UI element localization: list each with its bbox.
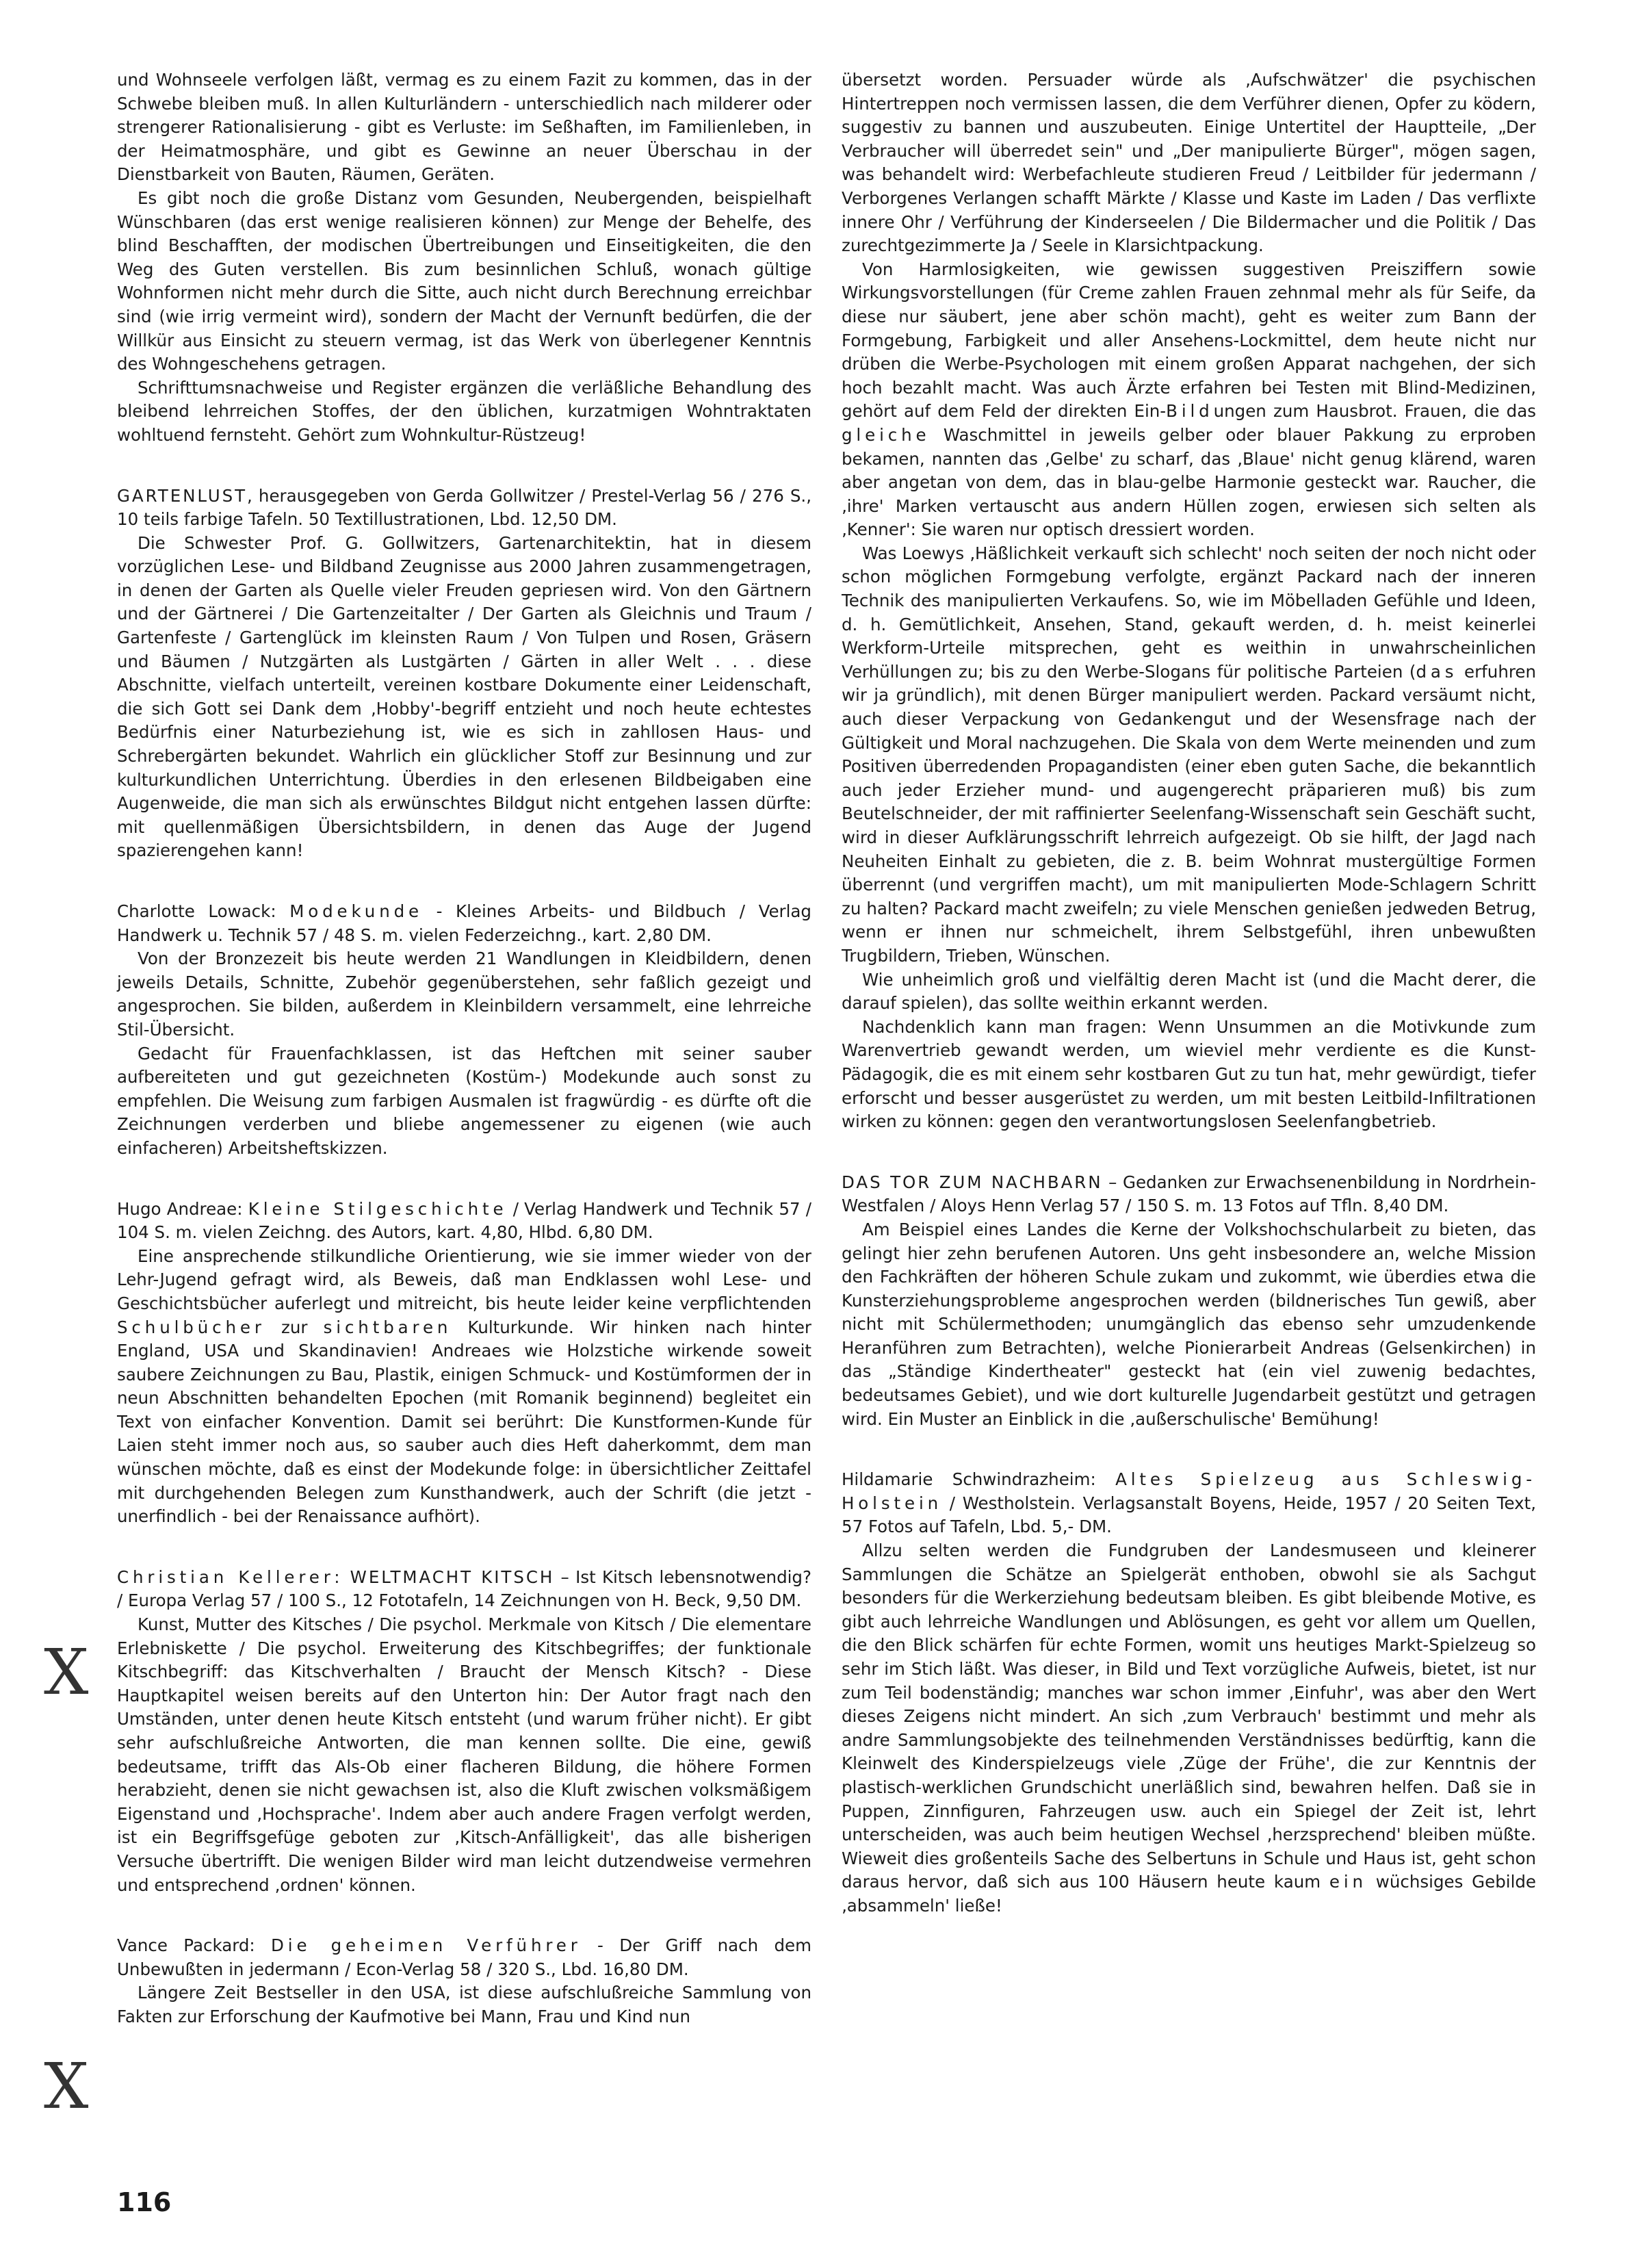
left-column — [117, 68, 811, 2029]
emphasis: gleiche — [842, 424, 931, 445]
review-body: Am Beispiel eines Landes die Kerne der Volkshochschularbeit zu bieten, das gelingt hier zehn berufenen Autoren. Uns geht insbesondere an, welche Mission den Fachkräften der höheren Schule zukam und zukommt, wie überdies etwa die Kunsterziehungsprobleme angesprochen werden (bildnerisches Tun gewiß, aber nicht mit Schülermethoden; unumgänglich das ebenso sehr umzudenkende Heranführen zum Betrachten), welche Pionierarbeit Andreas (Gelsenkirchen) in das „Ständige Kindertheater" gesteckt hat (ein viel zuwenig bedachtes, bedeutsames Gebiet), und wie dort kulturelle Jugendarbeit gestützt und getragen wird. Ein Muster an Einblick in die ‚außerschulische' Bemühung! — [842, 1219, 1536, 1429]
right-column — [842, 68, 1536, 1918]
text-run: Allzu selten werden die Fundgruben der Landesmuseen und kleinerer Sammlungen die Schätze an Spielgerät enthoben, obwohl sie als Sachgut besonders für die Werkerziehung bedeutsam bleiben. Es gibt bleibende Motive, es gibt auch lehrreiche Wandlungen und Ablösungen, es geht vor allem um Quellen, die den Blick schärfen für echte Formen, womit uns heutiges Markt-Spielzeug so sehr im Stich läßt. Was dieser, in Bild und Text vorzügliche Aufweis, bietet, ist nur zum Teil bodenständig; manches war schon immer ‚Einfuhr', was aber den Wert dieses Zeigens nicht mindert. An sich ‚zum Verbrauch' bestimmt und mehr als andre Sammlungsobjekte des teilnehmenden Verständnisses bedürftig, kann die Kleinwelt des Kinderspielzeugs viele ‚Züge der Frühe', die zur Kenntnis der plastisch-werklichen Grundschicht unerläßlich sind, bewahren helfen. Daß sie in Puppen, Zinnfiguren, Fahrzeugen usw. auch ein Spiegel der Zeit ist, lehrt unterscheiden, was auch beim heutigen Wechsel ‚herzsprechend' bleiben müßte. Wieweit dies großenteils Sache des Selbertuns in Schule und Haus ist, geht schon daraus hervor, daß sich aus 100 Häusern heute kaum — [842, 1541, 1536, 1892]
author-name: Christian Kellerer: — [117, 1567, 344, 1587]
handwritten-mark-x: X — [44, 2050, 89, 2123]
paragraph — [842, 542, 1536, 968]
bibliographic-info: - Der Griff nach dem Unbewußten in jedermann / Econ-Verlag 58 / 320 S., Lbd. 16,80 DM. — [117, 1935, 811, 1979]
review-heading-spielzeug — [842, 1468, 1536, 1539]
review-heading-kitsch — [117, 1566, 811, 1613]
book-title: Die geheimen Verführer — [271, 1935, 582, 1956]
book-title: Kleine Stilgeschichte — [248, 1198, 508, 1219]
review-body: Gedacht für Frauenfachklassen, ist das Heftchen mit seiner sauber aufbereiteten und gut gezeichneten (Kostüm-) Modekunde auch sonst zu empfehlen. Die Weisung zum farbigen Ausmalen ist fragwürdig - es dürfte oft die Zeichnungen verderben und bliebe angemessener zu eigenen (wie auch einfacheren) Arbeitsheftskizzen. — [117, 1043, 811, 1158]
author-name: Charlotte Lowack: — [117, 901, 276, 921]
paragraph: und Wohnseele verfolgen läßt, vermag es zu einem Fazit zu kommen, das in der Schwebe bleiben muß. In allen Kulturländern - unterschiedlich nach milderer oder strengerer Rationalisierung - gibt es Verluste: im Seßhaften, im Familienleben, in der Heimatmosphäre, und gibt es Gewinne an neuer Überschau in der Dienstbarkeit von Bauten, Räumen, Geräten. — [117, 70, 811, 185]
text-run: Kulturkunde. Wir hinken nach hinter England, USA und Skandinavien! Andreaes wie Holzstiche wirkende soweit saubere Zeichnungen zu Bau, Plastik, einigen Schmuck- und Kostümformen der in neun Abschnitten behandelten Epochen (mit Romanik beginnend) begleitet ein Text von einfacher Konvention. Damit sei berührt: Die Kunstformen-Kunde für Laien steht immer noch aus, so sauber auch dies Heft daherkommt, dem man wünschen möchte, daß es einst der Modekunde folge: in übersichtlicher Zeittafel mit durchgehenden Belegen zum Kunsthandwerk, auch der Schrift (die jetzt - unerfindlich - bei der Renaissance aufhört). — [117, 1317, 811, 1527]
paragraph: Wie unheimlich groß und vielfältig deren Macht ist (und die Macht derer, die darauf spielen), das sollte weithin erkannt werden. — [842, 969, 1536, 1014]
text-run: Was Loewys ‚Häßlichkeit verkauft sich schlecht' noch seiten der noch nicht oder schon möglichen Formgebung verfolgte, ergänzt Packard nach der inneren Technik des manipulierten Verkaufens. So, wie im Möbelladen Gefühle und Ideen, d. h. Gemütlichkeit, Ansehen, Stand, gekauft werden, d. h. meist keinerlei Werkform-Urteile mitsprechen, geht es weithin in unwahrscheinlichen Verhüllungen zu; bis zu den Werbe-Slogans für politische Parteien ( — [842, 543, 1536, 682]
paragraph: Es gibt noch die große Distanz vom Gesunden, Neubergenden, beispielhaft Wünschbaren (das erst wenige realisieren können) zur Menge der Behelfe, des blind Beschafften, der modischen Übertreibungen und Einseitigkeiten, die den Weg des Guten verstellen. Bis zum besinnlichen Schluß, wonach gültige Wohnformen nicht mehr durch die Sitte, auch nicht durch Berechnung erreichbar sind (wie irrig vermeint wird), sondern der Macht der Vernunft bedürfen, die der Willkür aus Einsicht zu steuern vermag, ist das Werk von überlegener Kenntnis des Wohngeschehens getragen. — [117, 188, 811, 374]
text-run: Waschmittel in jeweils gelber oder blauer Pakkung zu erproben bekamen, nannten das ‚Gelbe' zu scharf, das ‚Blaue' nicht genug klärend, waren aber angetan von dem, das in blau-gelbe Harmonie gesteckt war. Raucher, die ‚ihre' Marken vertauscht aus andern Hüllen zogen, erwiesen sich selten als ‚Kenner': Sie waren nur optisch dressiert worden. — [842, 424, 1536, 540]
text-run: Eine ansprechende stilkundliche Orientierung, wie sie immer wieder von der Lehr-Jugend gefragt wird, als Beweis, daß man Endklassen wohl Lese- und Geschichtsbücher auferlegt und mitreicht, bis heute leider keine verpflichtenden — [117, 1246, 811, 1313]
text-run: wüchsiges Gebilde ‚absammeln' ließe! — [842, 1872, 1536, 1916]
book-title: Altes Spielzeug aus Schleswig-Holstein — [842, 1469, 1536, 1513]
paragraph: übersetzt worden. Persuader würde als ‚Aufschwätzer' die psychischen Hintertreppen noch vermissen lassen, die dem Verführer dienen, Opfer zu ködern, suggestiv zu bannen und auszubeuten. Einige Untertitel der Hauptteile, „Der Verbraucher will überredet sein" und „Der manipulierte Bürger", mögen sagen, was behandelt wird: Werbefachleute studieren Freud / Leitbilder für jedermann / Verborgenes Verlangen schafft Märkte / Klasse und Kaste im Laden / Das verflixte innere Ohr / Verführung der Kinderseelen / Die Bildermacher und die Politik / Das zurechtgezimmerte Ja / Seele in Klarsichtpackung. — [842, 70, 1536, 256]
review-body: Von der Bronzezeit bis heute werden 21 Wandlungen in Kleidbildern, denen jeweils Details, Schnitte, Zubehör gegenüberstehen, sehr faßlich gezeigt und angesprochen. Sie bilden, außerdem in Kleinbildern versammelt, eine lehrreiche Stil-Übersicht. — [117, 949, 811, 1040]
review-body: Kunst, Mutter des Kitsches / Die psychol. Merkmale von Kitsch / Die elementare Erlebniskette / Die psychol. Erweiterung des Kitschbegriffes; der funktionale Kitschbegriff: das Kitschverhalten / Braucht der Mensch Kitsch? - Diese Hauptkapitel weisen bereits auf den Unterton hin: Der Autor fragt nach den Umständen, unter denen heute Kitsch entsteht (und warum früher nicht). Er gibt sehr aufschlußreiche Antworten, die man kennen sollte. Die eine, gewiß bedeutsame, trifft das Als-Ob einer flacheren Bildung, die höhere Formen herabzieht, denen sie nicht gewachsen ist, also die Kluft zwischen volksmäßigem Eigenstand und ‚Hochsprache'. Indem aber auch andere Fragen verfolgt werden, ist ein Begriffsgefüge geboten zur ‚Kitsch-Anfälligkeit', das alle bisherigen Versuche übertrifft. Die wenigen Bilder wird man leicht dutzendweise vermehren und entsprechend ‚ordnen' können. — [117, 1614, 811, 1895]
text-run: zur — [265, 1317, 324, 1337]
book-title: Modekunde — [289, 901, 423, 921]
bibliographic-info: – Gedanken zur Erwachsenenbildung in Nordrhein-Westfalen / Aloys Henn Verlag 57 / 150 S. m. 13 Fotos auf Tfln. 8,40 DM. — [842, 1172, 1536, 1216]
bibliographic-info: - Kleines Arbeits- und Bildbuch / Verlag Handwerk u. Technik 57 / 48 S. m. vielen Federzeichng., kart. 2,80 DM. — [117, 901, 811, 945]
emphasis: das — [1416, 661, 1458, 682]
book-title: WELTMACHT KITSCH — [350, 1567, 555, 1587]
bibliographic-info: – Ist Kitsch lebensnotwendig? / Europa Verlag 57 / 100 S., 12 Fototafeln, 14 Zeichnungen von H. Beck, 9,50 DM. — [117, 1567, 811, 1611]
handwritten-mark-x: X — [44, 1636, 89, 1709]
emphasis: sichtbaren — [323, 1317, 452, 1337]
review-body: Die Schwester Prof. G. Gollwitzers, Gartenarchitektin, hat in diesem vorzüglichen Lese- und Bildband Zeugnisse aus 2000 Jahren zusammengetragen, in denen der Garten als Quelle vieler Freuden gepriesen wird. Von den Gärtnern und der Gärtnerei / Die Gartenzeitalter / Der Garten als Gleichnis und Traum / Gartenfeste / Gartenglück im kleinsten Raum / Von Tulpen und Rosen, Gräsern und Bäumen / Nutzgärten als Lustgärten / Gärten in aller Welt . . . diese Abschnitte, vielfach unterteilt, vereinen kostbare Dokumente einer Leidenschaft, die sich Gott sei Dank dem ‚Hobby'-begriff entzieht und noch heute echtestes Bedürfnis einer Naturbeziehung ist, wie es sich in zahllosen Haus- und Schrebergärten bekundet. Wahrlich ein glücklicher Stoff zur Besinnung und zur kulturkundlichen Unterrichtung. Überdies in den erlesenen Bildbeigaben eine Augenweide, die man sich als erwünschtes Bildgut nicht entgehen lassen dürfte: mit quellenmäßigen Übersichtsbildern, in denen das Auge der Jugend spazierengehen kann! — [117, 532, 811, 861]
review-heading-modekunde — [117, 900, 811, 947]
bibliographic-info: / Westholstein. Verlagsanstalt Boyens, Heide, 1957 / 20 Seiten Text, 57 Fotos auf Tafeln, Lbd. 5,- DM. — [842, 1493, 1536, 1537]
page-number: 116 — [117, 2187, 172, 2217]
emphasis: ein — [1329, 1872, 1367, 1892]
text-run: erfuhren wir ja gründlich), mit denen Bürger manipuliert werden. Packard versäumt nicht, auch dieser Verpackung von Gedankengut und der Wesensfrage nach der Gültigkeit und Moral nachzugehen. Die Skala von dem Werte meinenden und zum Positiven überredenden Propagandisten (einer eben guten Sache, die bekanntlich auch jeder Erzieher mund- und augengerecht präparieren muß) bis zum Beutelschneider, der mit raffinierter Seelenfang-Wissenschaft sein Geschäft sucht, wird in dieser Aufklärungsschrift lehrreich aufgezeigt. Ob sie hilft, der Jagd nach Neuheiten Einhalt zu gebieten, die z. B. beim Wohnrat mustergültige Formen überrennt (und vergriffen macht), um mit manipulierten Mode-Schlagern Schritt zu halten? Packard macht zweifeln; zu viele Menschen genießen jedweden Betrug, wenn er ihnen nur schmeichelt, ihrem Selbstgefühl, ihren unbewußten Trugbildern, Trieben, Wünschen. — [842, 661, 1536, 966]
paragraph: Nachdenklich kann man fragen: Wenn Unsummen an die Motivkunde zum Warenvertrieb gewandt werden, um wieviel mehr verdiente es die Kunst-Pädagogik, die es mit einem sehr kostbaren Gut zu tun hat, mehr gewürdigt, tiefer erforscht und besser ausgerüstet zu werden, um mit besten Leitbild-Infiltrationen wirken zu können: gegen den verantwortungslosen Seelenfangbetrieb. — [842, 1016, 1536, 1132]
review-body: Längere Zeit Bestseller in den USA, ist diese aufschlußreiche Sammlung von Fakten zur Erforschung der Kaufmotive bei Mann, Frau und Kind nun — [117, 1983, 811, 2026]
review-heading-gartenlust — [117, 485, 811, 532]
paragraph — [842, 258, 1536, 542]
book-title: DAS TOR ZUM NACHBARN — [842, 1172, 1103, 1192]
review-heading-stilgeschichte — [117, 1198, 811, 1245]
review-heading-nachbarn — [842, 1171, 1536, 1218]
paragraph: Schrifttumsnachweise und Register ergänzen die verläßliche Behandlung des bleibend lehrreichen Stoffes, der den üblichen, kurzatmigen Wohntraktaten wohltuend fernsteht. Gehört zum Wohnkultur-Rüstzeug! — [117, 377, 811, 445]
author-name: Hugo Andreae: — [117, 1198, 243, 1219]
text-run: ungen zum Hausbrot. Frauen, die das — [1213, 401, 1536, 422]
emphasis: Bild — [1166, 401, 1214, 422]
text-run: Von Harmlosigkeiten, wie gewissen suggestiven Preisziffern sowie Wirkungsvorstellungen (für Creme zahlen Frauen zehnmal mehr als für Seife, da diese nur säubert, jene aber schön macht), geht es weiter zum Bann der Formgebung, Farbigkeit und aller Ansehens-Lockmittel, dem heute nicht nur drüben die Werbe-Psychologen mit einem großen Apparat nachgehen, der sich hoch bezahlt macht. Was auch Ärzte erfahren bei Testen mit Blind-Medizinen, gehört auf dem Feld der direkten Ein- — [842, 259, 1536, 422]
emphasis: Schulbücher — [117, 1317, 265, 1337]
bibliographic-info: , herausgegeben von Gerda Gollwitzer / Prestel-Verlag 56 / 276 S., 10 teils farbige Tafeln. 50 Textillustrationen, Lbd. 12,50 DM. — [117, 485, 811, 530]
author-name: Vance Packard: — [117, 1935, 255, 1956]
review-body — [842, 1539, 1536, 1918]
review-heading-verfuehrer — [117, 1934, 811, 1981]
author-name: Hildamarie Schwindrazheim: — [842, 1469, 1096, 1490]
bibliographic-info: / Verlag Handwerk und Technik 57 / 104 S. m. vielen Zeichng. des Autors, kart. 4,80, Hlbd. 6,80 DM. — [117, 1198, 812, 1243]
book-title: GARTENLUST — [117, 485, 248, 506]
review-body — [117, 1245, 811, 1529]
